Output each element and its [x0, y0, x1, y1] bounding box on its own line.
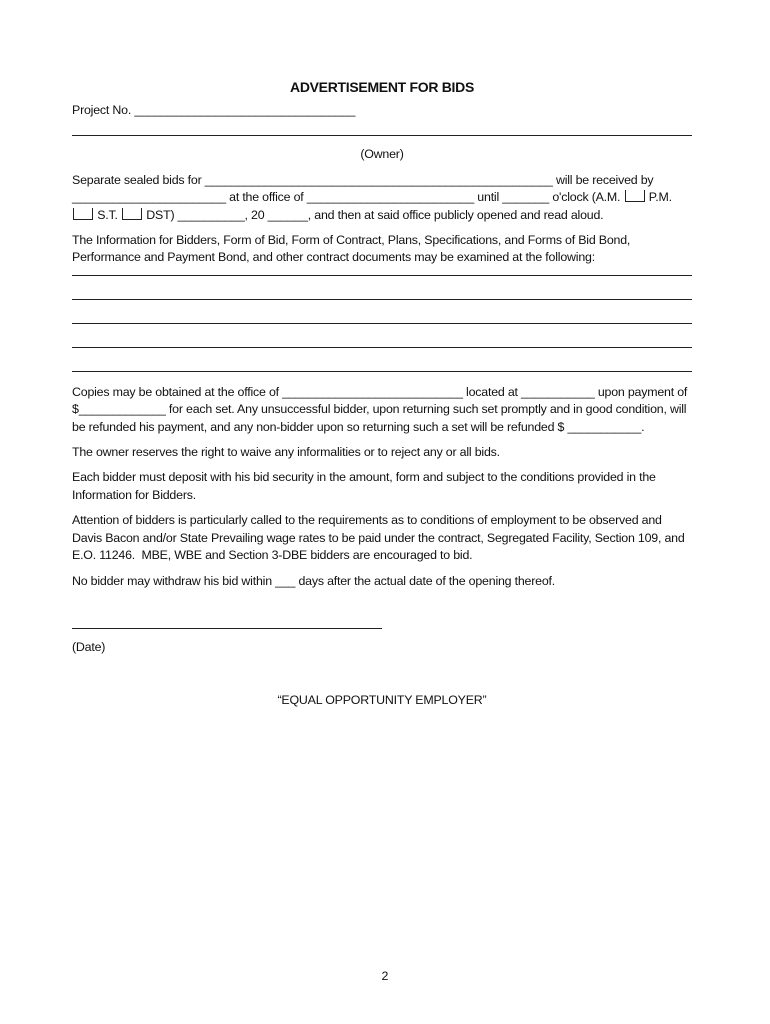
owner-blank-line — [72, 135, 692, 136]
date-blank-line — [72, 628, 382, 629]
information-paragraph: The Information for Bidders, Form of Bid, Form of Contract, Plans, Specifications, and Forms of Bid Bond, Performance and Payment Bond, and other contract documents may be examined at the following: — [72, 233, 634, 265]
sealed-bids-text-part-1: Separate sealed bids for ____________________________________________________ will be received by _______________________ at the office of _________________________ until _______ o'clock (A.M. — [72, 172, 657, 205]
sealed-bids-text-part-4: DST) __________, 20 ______, and then at said office publicly opened and read aloud. — [143, 207, 604, 222]
location-blank-line — [72, 299, 692, 300]
location-blank-line — [72, 371, 692, 372]
date-label: (Date) — [72, 639, 106, 654]
location-blank-line — [72, 275, 692, 276]
owner-label: (Owner) — [360, 147, 404, 162]
attention-paragraph: Attention of bidders is particularly called to the requirements as to conditions of employment to be observed and Davis Bacon and/or State Prevailing wage rates to be paid under the contract, Segregated Facility, Section 109, and E.O. 11246. MBE, WBE and Section 3-DBE bidders are encouraged to bid. — [72, 513, 688, 563]
owner-reserves-paragraph: The owner reserves the right to waive any informalities or to reject any or all bids. — [72, 445, 500, 460]
sealed-bids-text-part-3: S.T. — [94, 207, 122, 222]
document-title: ADVERTISEMENT FOR BIDS — [290, 79, 474, 95]
bid-security-paragraph: Each bidder must deposit with his bid security in the amount, form and subject to the conditions provided in the Information for Bidders. — [72, 470, 659, 502]
equal-opportunity-employer: “EQUAL OPPORTUNITY EMPLOYER” — [277, 693, 487, 708]
document-body — [72, 76, 692, 718]
st-blank-box — [122, 208, 142, 220]
project-number-line: Project No. _________________________________ — [72, 103, 356, 117]
location-blank-line — [72, 347, 692, 348]
pm-blank-box — [73, 208, 93, 220]
withdraw-paragraph: No bidder may withdraw his bid within ___ days after the actual date of the opening thereof. — [72, 573, 556, 588]
location-blank-line — [72, 323, 692, 324]
sealed-bids-text-part-2: P.M. — [645, 190, 672, 205]
sealed-bids-paragraph — [72, 172, 692, 224]
copies-paragraph: Copies may be obtained at the office of ___________________________ located at ___________ upon payment of $_____________ for each set. Any unsuccessful bidder, upon returning such set promptly and in good condition, will be refunded his payment, and any non-bidder upon so returning such a set will be refunded $ ___________. — [72, 384, 691, 434]
am-blank-box — [625, 190, 645, 202]
examination-locations-lines — [72, 275, 692, 372]
page-number: 2 — [381, 969, 389, 983]
